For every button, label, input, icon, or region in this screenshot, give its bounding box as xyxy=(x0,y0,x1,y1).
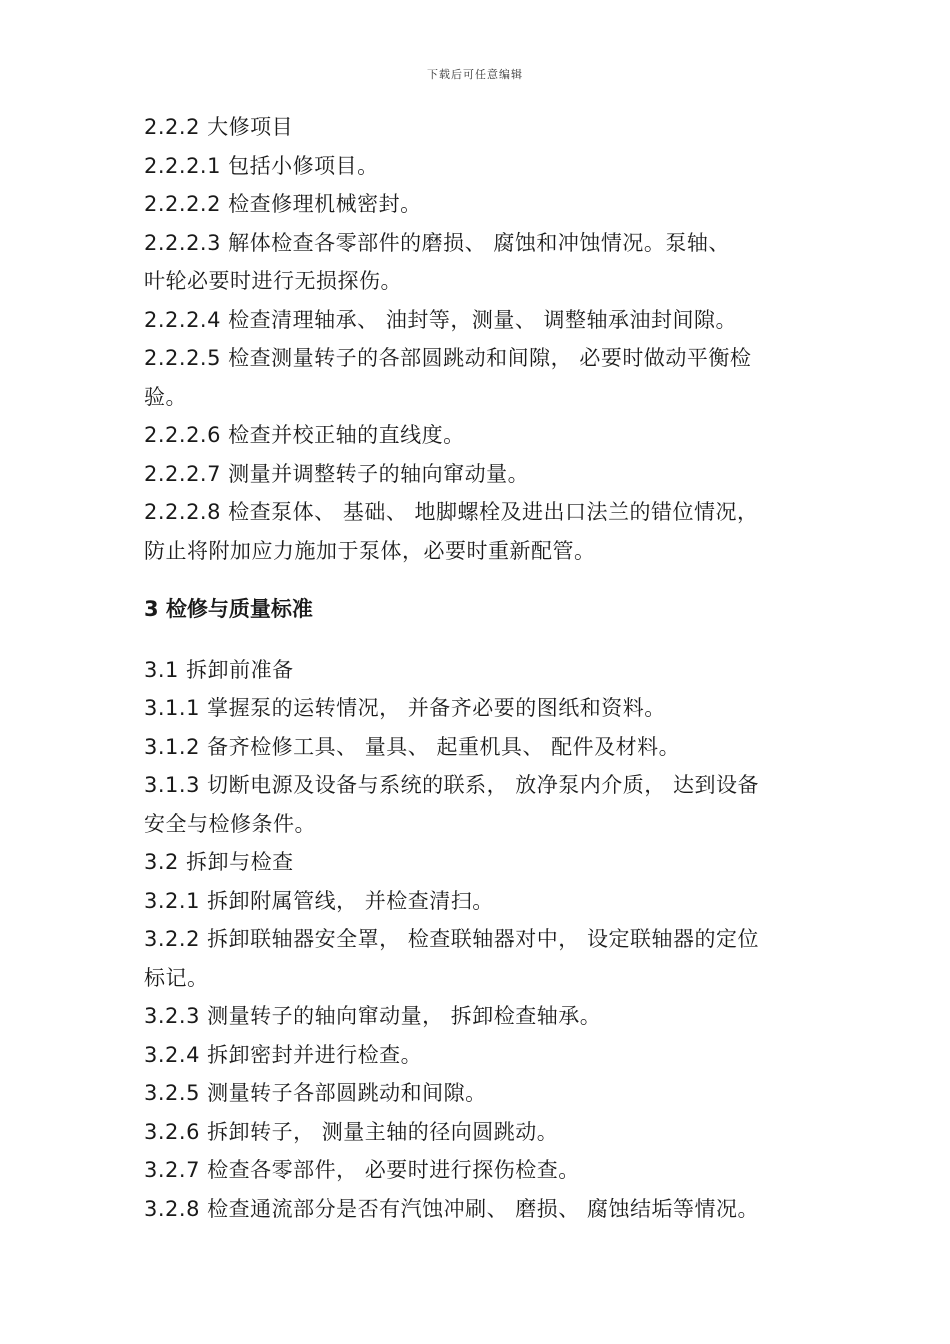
paragraph-line: 3.2.4 拆卸密封并进行检查。 xyxy=(144,1042,423,1067)
paragraph-line: 防止将附加应力施加于泵体，必要时重新配管。 xyxy=(144,538,596,563)
paragraph-line: 2.2.2.4 检查清理轴承、 油封等，测量、 调整轴承油封间隙。 xyxy=(144,307,737,332)
section-heading-3: 3 检修与质量标准 xyxy=(144,597,313,621)
paragraph-line: 3.1.1 掌握泵的运转情况， 并备齐必要的图纸和资料。 xyxy=(144,696,666,720)
subsection-title-3-2: 3.2 拆卸与检查 xyxy=(144,850,294,874)
paragraph-line: 3.2.8 检查通流部分是否有汽蚀冲刷、 磨损、 腐蚀结垢等情况。 xyxy=(144,1196,759,1221)
paragraph-line: 2.2.2.1 包括小修项目。 xyxy=(144,153,379,178)
section-3 xyxy=(144,651,824,1229)
paragraph-line: 2.2.2.6 检查并校正轴的直线度。 xyxy=(144,423,465,447)
paragraph-line: 2.2.2.3 解体检查各零部件的磨损、 腐蚀和冲蚀情况。泵轴、 xyxy=(144,230,730,255)
paragraph-line: 3.2.6 拆卸转子， 测量主轴的径向圆跳动。 xyxy=(144,1119,559,1144)
paragraph-line: 2.2.2.7 测量并调整转子的轴向窜动量。 xyxy=(144,461,530,486)
paragraph-line: 2.2.2.2 检查修理机械密封。 xyxy=(144,192,422,216)
paragraph-line: 2.2.2.8 检查泵体、 基础、 地脚螺栓及进出口法兰的错位情况， xyxy=(144,500,759,524)
paragraph-line: 3.1.2 备齐检修工具、 量具、 起重机具、 配件及材料。 xyxy=(144,734,681,759)
paragraph-line: 3.2.1 拆卸附属管线， 并检查清扫。 xyxy=(144,888,494,913)
paragraph-line: 3.2.3 测量转子的轴向窜动量， 拆卸检查轴承。 xyxy=(144,1004,602,1028)
paragraph-line: 3.2.2 拆卸联轴器安全罩， 检查联轴器对中， 设定联轴器的定位 xyxy=(144,927,759,951)
paragraph-line: 标记。 xyxy=(144,965,209,990)
document-body xyxy=(144,108,824,1228)
section-2-2-2 xyxy=(144,108,824,570)
paragraph-line: 安全与检修条件。 xyxy=(144,811,316,836)
paragraph-line: 叶轮必要时进行无损探伤。 xyxy=(144,269,402,293)
paragraph-line: 3.1.3 切断电源及设备与系统的联系， 放净泵内介质， 达到设备 xyxy=(144,773,759,797)
paragraph-line: 2.2.2.5 检查测量转子的各部圆跳动和间隙， 必要时做动平衡检 xyxy=(144,346,752,370)
paragraph-line: 3.2.7 检查各零部件， 必要时进行探伤检查。 xyxy=(144,1158,580,1182)
subsection-title-3-1: 3.1 拆卸前准备 xyxy=(144,657,294,682)
paragraph-line: 3.2.5 测量转子各部圆跳动和间隙。 xyxy=(144,1081,487,1105)
paragraph-line: 验。 xyxy=(144,384,187,409)
page-header-note: 下载后可任意编辑 xyxy=(427,68,523,81)
section-title-2-2-2: 2.2.2 大修项目 xyxy=(144,115,294,139)
